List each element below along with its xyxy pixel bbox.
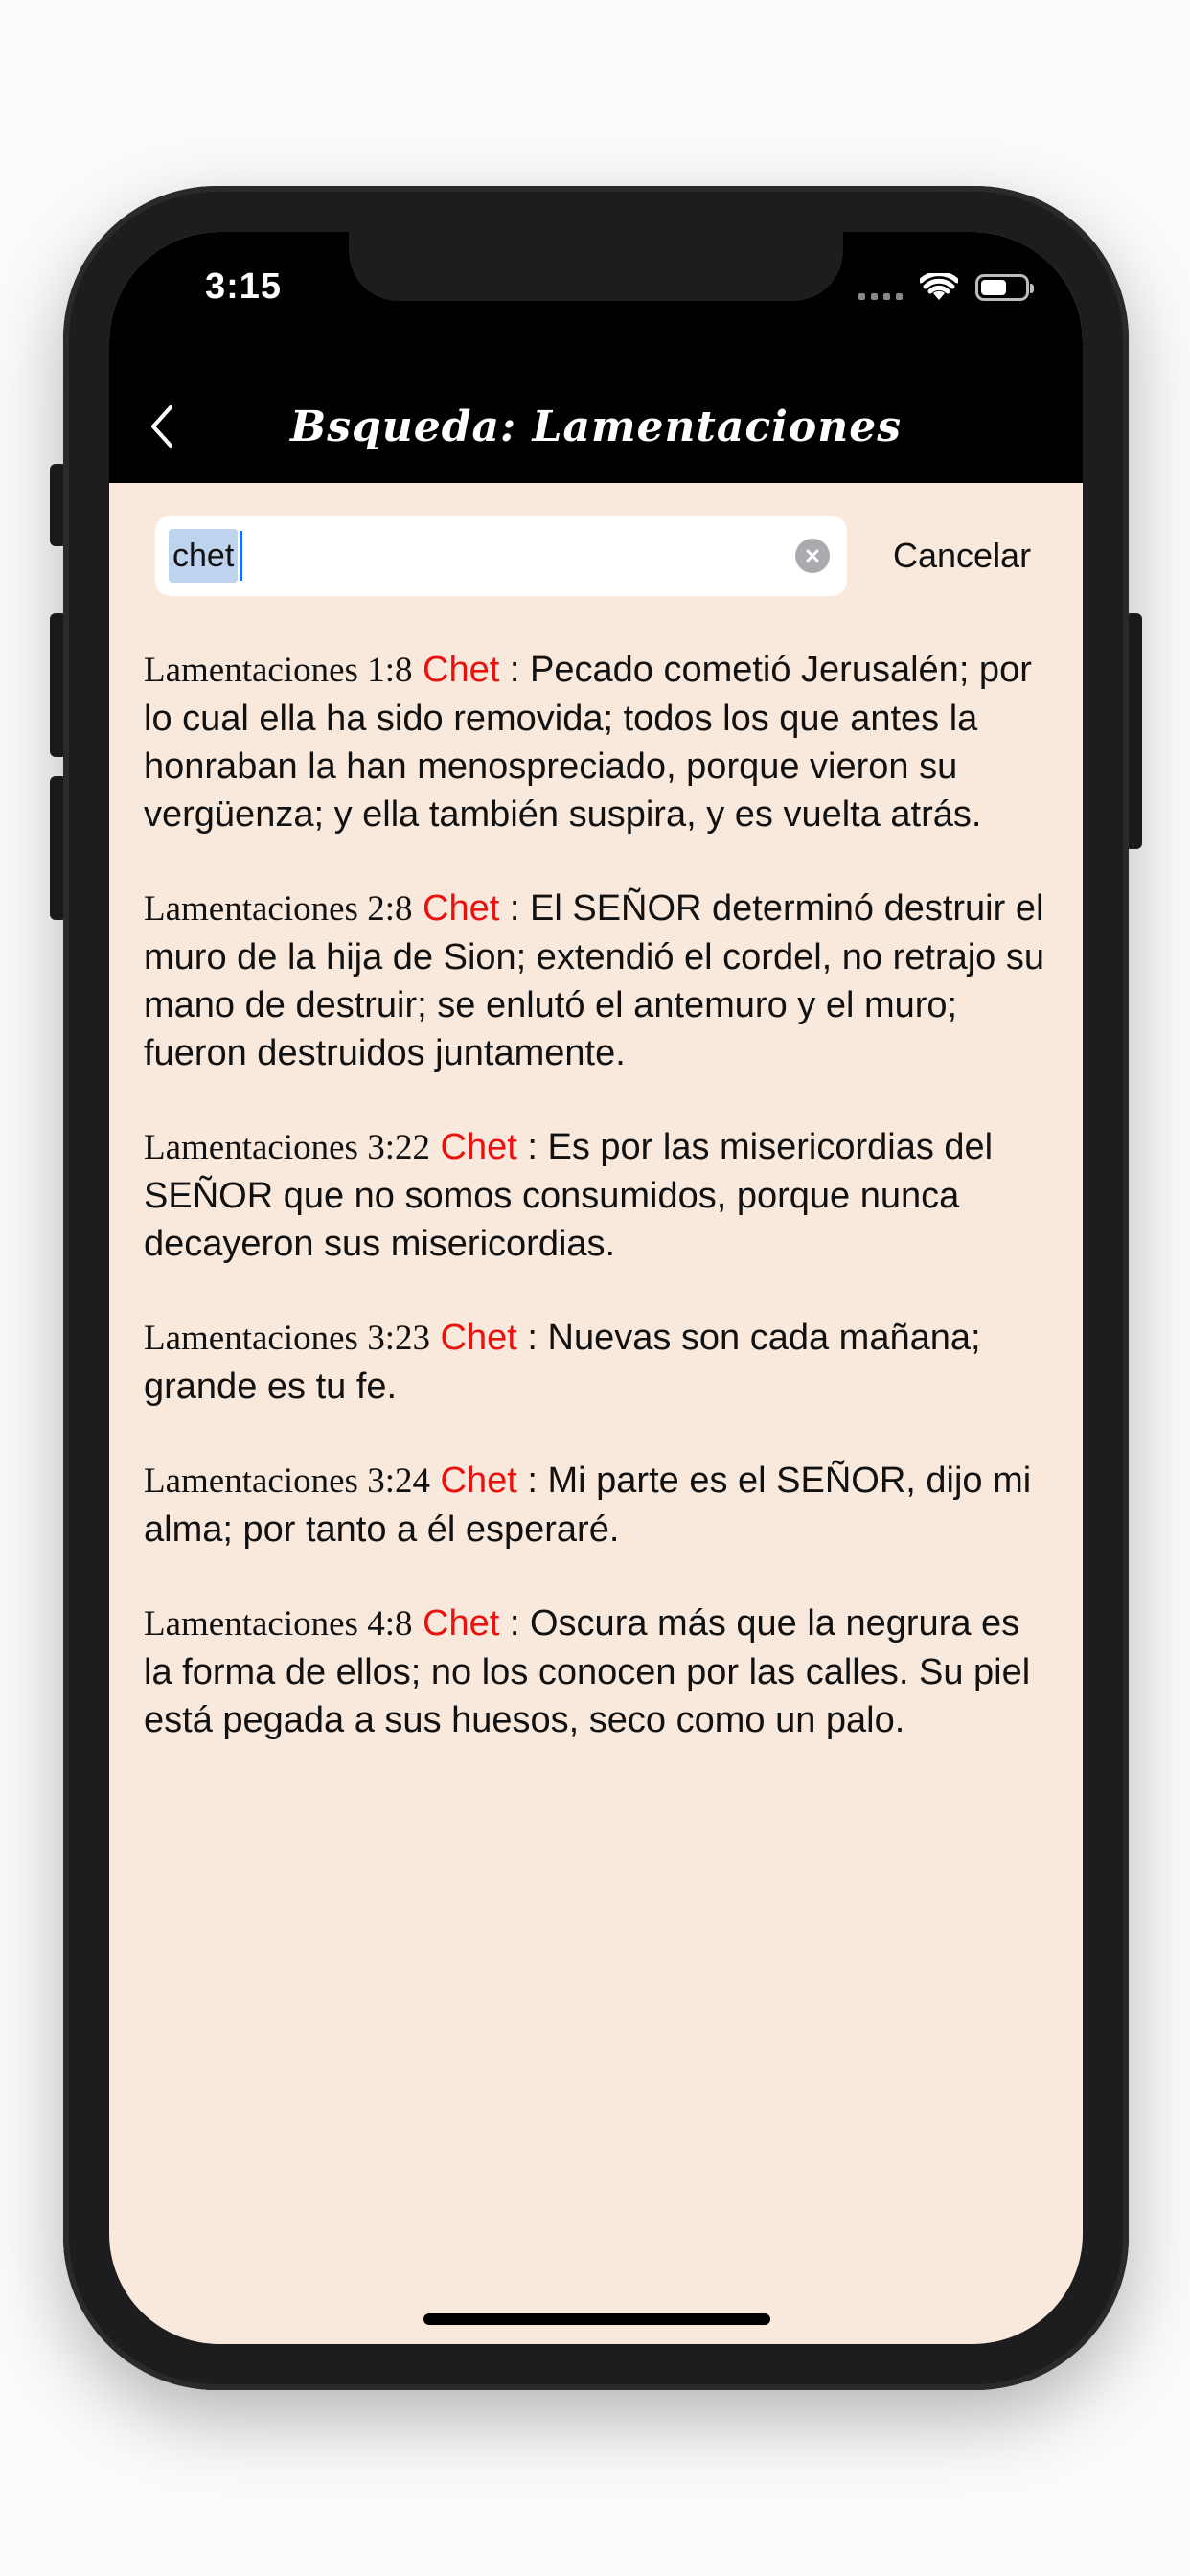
result-item[interactable]: [144, 885, 1056, 1077]
match-highlight: Chet: [440, 1127, 517, 1167]
battery-icon: [975, 274, 1029, 301]
search-input[interactable]: chet: [169, 529, 238, 583]
clear-icon: [805, 548, 820, 564]
result-item[interactable]: [144, 1599, 1056, 1744]
match-highlight: Chet: [423, 888, 500, 929]
match-highlight: Chet: [440, 1318, 517, 1358]
verse-text: : Mi parte es el SEÑOR, dijo mi alma; por tanto a él esperaré.: [144, 1460, 1032, 1550]
search-bar: [155, 516, 1056, 596]
navigation-header: [109, 232, 1083, 483]
verse-reference: Lamentaciones 4:8: [144, 1604, 413, 1644]
status-time: 3:15: [205, 266, 283, 307]
results-list: [144, 646, 1056, 1790]
cellular-signal-icon: [858, 275, 903, 300]
text-cursor: [240, 531, 242, 581]
wifi-icon: [920, 273, 958, 302]
match-highlight: Chet: [440, 1460, 517, 1501]
notch: [349, 232, 843, 301]
search-field[interactable]: [155, 516, 847, 596]
home-indicator[interactable]: [423, 2313, 770, 2325]
cancel-button[interactable]: Cancelar: [893, 536, 1032, 575]
verse-text: : Nuevas son cada mañana; grande es tu fe.: [144, 1318, 981, 1407]
status-icons: [858, 268, 1029, 307]
screen: [109, 232, 1083, 2344]
verse-reference: Lamentaciones 1:8: [144, 651, 413, 690]
phone-frame: [63, 186, 1129, 2390]
match-highlight: Chet: [423, 1603, 500, 1644]
verse-text: : Pecado cometió Jerusalén; por lo cual ella ha sido removida; todos los que antes la honraban la han menospreciado, porque vieron su vergüenza; y ella también suspira, y es vuelta atrás.: [144, 650, 1032, 835]
result-item[interactable]: [144, 646, 1056, 839]
verse-text: : Es por las misericordias del SEÑOR que no somos consumidos, porque nunca decayeron sus misericordias.: [144, 1127, 994, 1264]
verse-reference: Lamentaciones 3:22: [144, 1128, 430, 1167]
verse-text: : Oscura más que la negrura es la forma de ellos; no los conocen por las calles. Su piel está pegada a sus huesos, seco como un palo.: [144, 1603, 1031, 1740]
result-item[interactable]: [144, 1314, 1056, 1411]
page-title: Bsqueda: Lamentaciones: [290, 402, 902, 451]
clear-button[interactable]: [795, 539, 830, 573]
verse-reference: Lamentaciones 3:23: [144, 1319, 430, 1358]
verse-reference: Lamentaciones 2:8: [144, 889, 413, 929]
result-item[interactable]: [144, 1457, 1056, 1553]
match-highlight: Chet: [423, 650, 500, 690]
result-item[interactable]: [144, 1123, 1056, 1268]
verse-text: : El SEÑOR determinó destruir el muro de la hija de Sion; extendió el cordel, no retrajo su mano de destruir; se enlutó el antemuro y el muro; fueron destruidos juntamente.: [144, 888, 1044, 1073]
verse-reference: Lamentaciones 3:24: [144, 1461, 430, 1501]
